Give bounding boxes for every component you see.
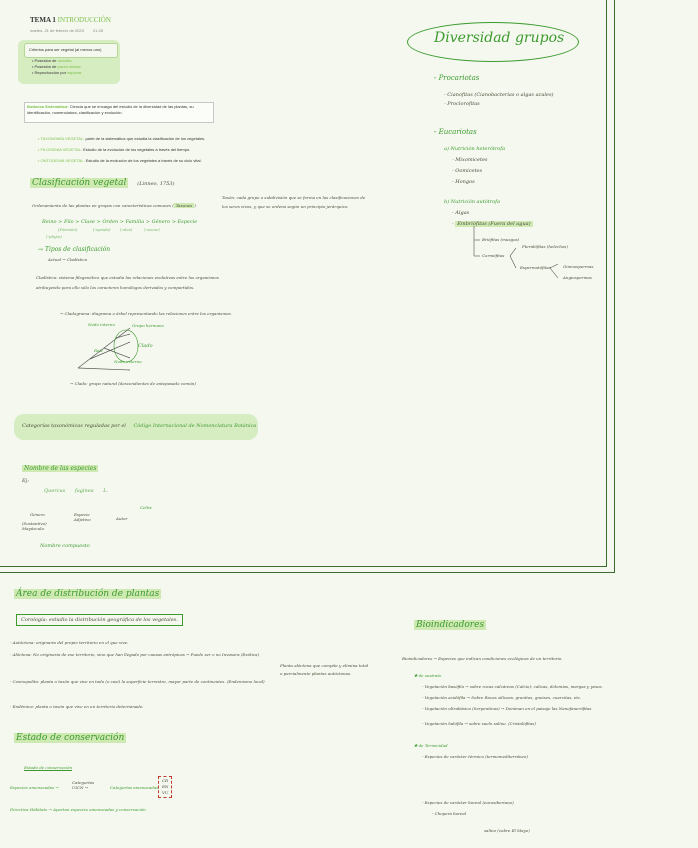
sust-item: - Vegetación ultrabásica (Serpentinas) → Dominan en el paisaje las Nanofanerófitas <box>422 706 592 711</box>
autotrofa-text: b) Nutrición autótrofa <box>444 199 501 205</box>
rank: Filo <box>63 219 74 225</box>
cianofitas-text: Cianofitas (Cianobacterias o algas azules) <box>447 92 554 98</box>
nombre-label <box>30 512 45 517</box>
species-word: faginea <box>74 488 94 494</box>
rank: Género <box>151 219 171 225</box>
estado-title-text: Estado de conservación <box>16 733 125 743</box>
autor-label: Autor <box>116 516 128 521</box>
area-item-text: Cosmopolita: planta o taxón que vive en todo (o casi) la superficie terrestre, mayor parte de continentes. (Endemismo local) <box>12 679 265 684</box>
crit-text: Posesión de <box>34 58 58 63</box>
sust-item: - Vegetación halófila → sobre suelo salino. (Cristalófitas) <box>422 721 536 726</box>
celtis-label: Celtis <box>140 505 152 510</box>
nombre-label <box>116 516 127 521</box>
tema-label: TEMA 1 <box>30 16 56 24</box>
criteria-title <box>24 43 118 58</box>
frame-line <box>606 0 607 566</box>
sust-item-text: Vegetación basófila → sobre rocas calcáreas (Calcio): calizas, dolomías, margas y yesos. <box>424 684 603 689</box>
genus-word: Quercus <box>44 488 66 494</box>
author-abbrev: L. <box>103 488 109 494</box>
directiva-text: Directiva Hábitats → Aportan especies amenazadas y conservación <box>10 807 146 812</box>
tree-node <box>520 265 551 270</box>
cladistica-block <box>36 273 236 293</box>
heterotrofa-heading <box>444 146 505 152</box>
bullet-text: parte de la sistemática que estudia la clasificación de los vegetales. <box>84 136 206 141</box>
proclorofitas-text: Proclorofitas <box>447 101 480 107</box>
rank: Familia <box>125 219 145 225</box>
corologia-box <box>16 614 183 626</box>
estado-flow: Especies amenazadas → <box>10 785 59 790</box>
het-item: - Mixomicetes <box>452 157 488 163</box>
nombre-label <box>74 512 102 522</box>
categorias-label: Categorías taxonómicas reguladas por el <box>22 423 126 429</box>
rank-notes <box>42 227 160 232</box>
nodo-interno-label: Nodo interno <box>88 322 115 327</box>
cladistica-text: Cladística: sistema filogenético que estudia las relaciones evolutivas entre los organismos atribuyendo para ello sólo los caracteres homólogos derivados y compartidos. <box>36 275 219 290</box>
crit-text: Reproducción por <box>34 70 68 75</box>
cat-en: EN <box>162 784 169 789</box>
het-item-text: Oomicetes <box>455 168 483 174</box>
rank-note: (-ales) <box>119 227 133 232</box>
grupo-hermano-label: Grupo hermano <box>132 323 164 328</box>
corologia-text: Corología: estudio la distribución geográfica de los vegetales. <box>21 617 178 623</box>
area-item-text: Autóctona: originaria del propio territorio en el que vive. <box>12 640 129 645</box>
list-item: • Posesión de clorofila <box>32 58 72 63</box>
frame-line <box>0 572 615 573</box>
date-text: martes, 21 de febrero de 2023 <box>30 28 84 33</box>
term-item: - Especies de carácter térmico (termomediterráneo) <box>422 754 528 759</box>
taxon-definition <box>222 193 372 211</box>
cormofitas-text: Cormófitas <box>482 253 505 258</box>
page-title <box>30 16 111 24</box>
sustrato-heading: ✱ de sustrato <box>414 673 442 678</box>
embriofitas-text: Embriófitas (Fuera del agua) <box>457 221 531 227</box>
term-item: - Especies de carácter boreal (eurosiberiano) <box>422 800 514 805</box>
estado-flow <box>110 785 158 790</box>
termicidad-heading: ✱ de Termicidad <box>414 743 448 748</box>
area-item-text: Alóctona: No originaria de ese territorio, sino que han llegado por causas antrópicas → Puede ser o no Invasora (Exótica) <box>12 652 260 657</box>
nodo-externo-label: Nodo externo <box>114 359 142 364</box>
algas-text: Algas <box>455 210 470 216</box>
bullet-term: TAXONOMÍA VEGETAL: <box>40 136 85 141</box>
clasificacion-line <box>32 203 222 208</box>
directiva-line <box>10 807 146 812</box>
area-item: - Autóctona: originaria del propio territorio en el que vive. <box>10 640 129 645</box>
ej-text: Ej: <box>22 478 29 484</box>
bio-def <box>402 656 642 661</box>
categorias-text <box>22 423 256 429</box>
het-item: - Oomicetes <box>452 168 483 174</box>
cladograma-text: Cladograma: diagrama o árbol representando las relaciones entre los organismos. <box>64 311 232 316</box>
crit-text: Posesión de <box>34 64 58 69</box>
definition-box <box>24 102 214 123</box>
bio-title <box>414 620 486 630</box>
het-item: - Hongos <box>452 179 475 185</box>
nombre-compuesto-text: Nombre compuesto <box>40 543 90 549</box>
clado-def-text: Clado: grupo natural (descendientes de antepasado común) <box>74 381 196 386</box>
adjetivo-label: Adjetivo <box>74 517 91 522</box>
term-item-text: Chopera boreal <box>434 811 467 816</box>
frame-line <box>614 0 615 572</box>
clado-label <box>94 348 103 353</box>
area-item: - Endémica: planta o taxón que vive en un territorio determinado. <box>10 704 144 709</box>
invasora-note-text: Planta alóctona que compite y elimina total o parcialmente plantas autóctonas. <box>280 663 369 676</box>
actual-line <box>48 257 87 262</box>
procariotas-text: Procariotas <box>438 74 480 82</box>
area-item-text: Endémica: planta o taxón que vive en un territorio determinado. <box>12 704 144 709</box>
area-item: - Cosmopolita: planta o taxón que vive en todo (o casi) la superficie terrestre, mayor parte de continentes. (Endemismo local) <box>10 679 265 684</box>
bio-title-text: Bioindicadores <box>416 620 485 630</box>
tree-node <box>522 244 568 249</box>
gimnospermas-text: Gimnospermas <box>563 264 594 269</box>
diversidad-title-text: Diversidad grupos <box>434 30 565 46</box>
page-date <box>30 28 103 33</box>
sustantivo-label: (Sustantivo) Mayúscula <box>22 521 47 531</box>
sust-item-text: Vegetación acidófila → Sobre Rocas silíceas: granitos, gneises, cuarcitas, etc. <box>424 695 582 700</box>
het-item-text: Mixomicetes <box>455 157 488 163</box>
sust-item: - Vegetación acidófila → Sobre Rocas silíceas: granitos, gneises, cuarcitas, etc. <box>422 695 582 700</box>
rank: Reino <box>42 219 57 225</box>
time-text: 21:28 <box>92 28 103 33</box>
nombre-label <box>22 521 56 531</box>
crit-term: pared celular <box>57 64 81 69</box>
bullet-term: FILOGENIA VEGETAL: <box>40 147 83 152</box>
taxones-term: Taxones <box>175 203 193 208</box>
definition-term: Botánica Sistemática: <box>27 104 69 109</box>
tipos-text: Tipos de clasificación <box>44 246 111 253</box>
criteria-title-text: Criterios para ser vegetal (al menos uno) <box>29 47 102 52</box>
cladograma-line: → Cladograma: diagrama o árbol representando las relaciones entre los organismos. <box>60 311 232 316</box>
autotrofa-heading <box>444 199 500 205</box>
criteria-list <box>32 58 81 76</box>
clado-label <box>114 359 142 364</box>
clasificacion-text-end: ) <box>194 203 196 208</box>
bullet-term: ONTOGENIA VEGETAL: <box>40 158 85 163</box>
nombre-label <box>140 505 152 510</box>
crit-term: clorofila <box>57 58 72 63</box>
clado-label <box>138 343 153 349</box>
term-item-text: Especies de carácter boreal (eurosiberiano) <box>424 800 514 805</box>
aut-item: - Algas <box>452 210 470 216</box>
bullet-text: Estudio de la evolución de los vegetales a través de su ciclo vital. <box>84 158 202 163</box>
nombre-footer <box>40 543 90 549</box>
rank-note-phyta <box>46 234 62 239</box>
rank: Especie <box>177 219 198 225</box>
crit-term: esporas <box>67 70 82 75</box>
genero-label: Género <box>30 512 45 517</box>
invasora-note <box>280 662 370 678</box>
clasificacion-title <box>30 178 174 188</box>
eucariotas-heading: - Eucariotas <box>434 128 477 136</box>
raiz-label: Raíz <box>94 348 103 353</box>
actual-text: Actual → Cladística <box>48 257 87 262</box>
term-item-text: salino (cobre El Mayo) <box>484 828 530 833</box>
diversidad-title <box>434 30 564 46</box>
espermatofitas-text: Espermatófitas <box>520 265 551 270</box>
proc-item: - Proclorofitas <box>444 101 480 107</box>
rank-note: (-aceae) <box>143 227 160 232</box>
area-title <box>14 589 161 599</box>
area-title-text: Área de distribución de plantas <box>16 589 160 599</box>
tree-node <box>482 253 504 258</box>
rank-note: (-opsida) <box>92 227 111 232</box>
sust-item: - Vegetación basófila → sobre rocas calcáreas (Calcio): calizas, dolomías, margas y yesos. <box>422 684 603 689</box>
term-item-text: Especies de carácter térmico (termomediterráneo) <box>424 754 528 759</box>
list-item: • TAXONOMÍA VEGETAL: parte de la sistemática que estudia la clasificación de los vegetales. <box>38 136 206 141</box>
intro-label: INTRODUCCIÓN <box>57 16 111 24</box>
bio-def-text: Bioindicadores → Especies que indican condiciones ecológicas de un territorio. <box>402 656 563 661</box>
aut-item: - Embriófitas (Fuera del agua) <box>452 221 531 227</box>
tree-node <box>563 264 593 269</box>
bullet-list <box>38 133 205 166</box>
cat-vu: VU <box>162 790 169 795</box>
clasificacion-title-text: Clasificación vegetal <box>32 178 127 188</box>
angiospermas-text: Angiospermas <box>563 275 592 280</box>
briofitas-text: Briófitas (musgos) <box>482 237 520 242</box>
especie-label: Especie <box>74 512 90 517</box>
flow-step: Especies amenazadas <box>10 785 55 790</box>
clado-label <box>88 322 115 327</box>
area-item: - Alóctona: No originaria de ese territorio, sino que han llegado por causas antrópicas → Puede ser o no Invasora (Exótica) <box>10 652 260 657</box>
termicidad-text: de Termicidad <box>418 743 448 748</box>
bullet-text: Estudio de la evolución de los vegetales a través del tiempo. <box>82 147 191 152</box>
term-item: - Chopera boreal <box>432 811 467 816</box>
heterotrofa-text: a) Nutrición heterótrofa <box>444 146 506 152</box>
tree-node <box>563 275 592 280</box>
sustrato-text: de sustrato <box>418 673 442 678</box>
tree-node <box>482 237 519 242</box>
cat-cr: CR <box>162 778 169 783</box>
tipos-heading: → Tipos de clasificación <box>38 246 111 253</box>
term-item <box>484 828 530 833</box>
rank-row: Reino > Filo > Clase > Orden > Familia > Género > Especie <box>42 219 198 225</box>
sust-item-text: Vegetación ultrabásica (Serpentinas) → Dominan en el paisaje las Nanofanerófitas <box>424 706 592 711</box>
definition-text: Ciencia que se encarga del estudio de la diversidad de las plantas, su identificación, nomenclatura, clasificación y evolución. <box>27 104 194 115</box>
list-item: • Posesión de pared celular <box>32 64 81 69</box>
taxon-def-text: Taxón: cada grupo o subdivisión que se forma en las clasificaciones de los seres vivos, y que se ordena según un principio jerárquico. <box>222 195 366 209</box>
estado-sub-text: Estado de conservación <box>24 765 73 770</box>
list-item: • Reproducción por esporas <box>32 70 82 75</box>
estado-title <box>14 733 126 743</box>
proc-item: - Cianofitas (Cianobacterias o algas azules) <box>444 92 554 98</box>
ej-label <box>22 478 29 484</box>
list-item: • ONTOGENIA VEGETAL: Estudio de la evolución de los vegetales a través de su ciclo vital. <box>38 158 202 163</box>
flow-step: Categorías UICN <box>72 780 95 790</box>
list-item: • FILOGENIA VEGETAL: Estudio de la evolución de los vegetales a través del tiempo. <box>38 147 191 152</box>
rank: Orden <box>102 219 119 225</box>
cat-box <box>158 776 172 798</box>
rank-note: (División) <box>58 227 78 232</box>
codigo-label: Código Internacional de Nomenclatura Botánica <box>133 423 257 429</box>
clado-label <box>132 323 164 328</box>
frame-line <box>0 566 607 567</box>
estado-sub <box>24 765 72 771</box>
procariotas-heading: - Procariotas <box>434 74 480 82</box>
het-item-text: Hongos <box>455 179 475 185</box>
pteridofitas-text: Pteridófitas (helechos) <box>522 244 568 249</box>
clasificacion-author: (Linneo, 1753) <box>137 181 175 187</box>
clado-label-text: Clado <box>138 343 153 349</box>
rank: Clase <box>81 219 95 225</box>
nombre-title-text: Nombre de las especies <box>24 465 97 472</box>
flow-step: Categorías amenazadas <box>110 785 159 790</box>
clado-definition: → Clado: grupo natural (descendientes de antepasado común) <box>70 381 196 386</box>
rank-note: (-phyta) <box>46 234 62 239</box>
sust-item-text: Vegetación halófila → sobre suelo salino. (Cristalófitas) <box>424 721 536 726</box>
eucariotas-text: Eucariotas <box>438 128 477 136</box>
estado-flow: Categorías UICN → <box>72 780 95 790</box>
binomial <box>44 488 108 494</box>
nombre-heading <box>22 465 98 472</box>
clasificacion-text: Ordenamiento de las plantas en grupos con características comunes ( <box>32 203 174 208</box>
